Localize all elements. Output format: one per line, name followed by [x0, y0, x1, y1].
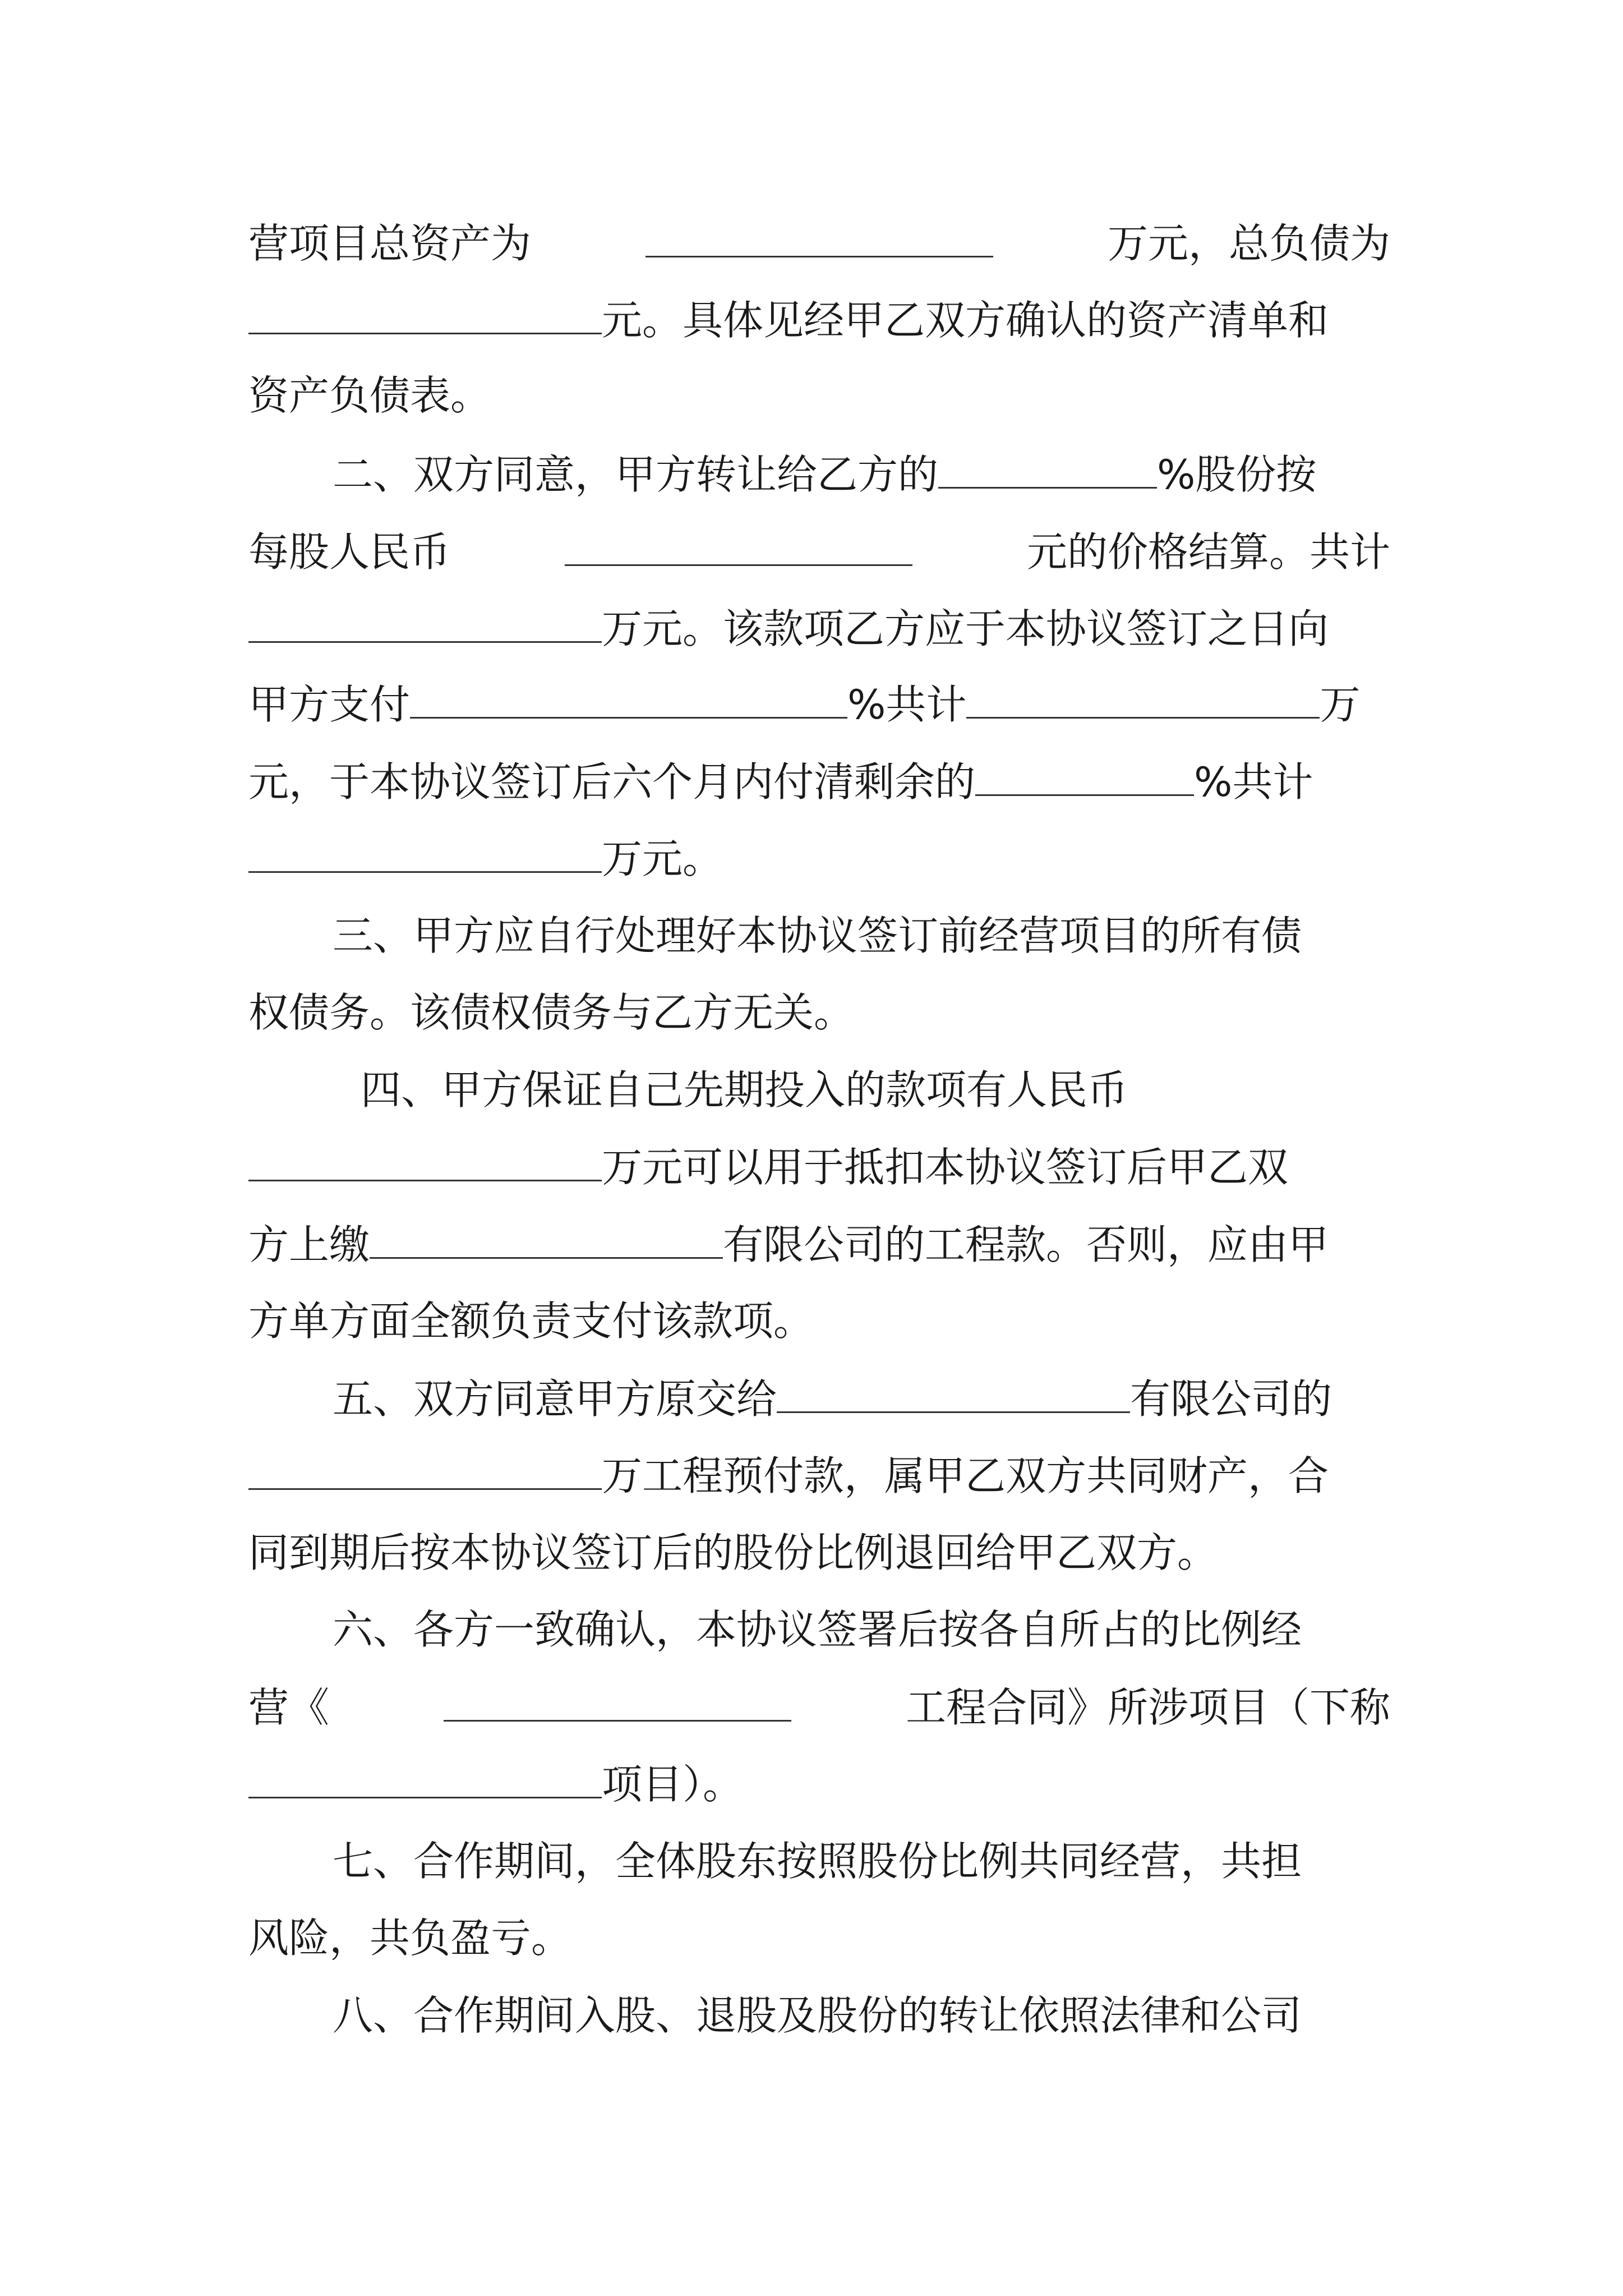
fill-blank[interactable]	[975, 751, 1194, 796]
text: 权债务。该债权债务与乙方无关。	[248, 989, 855, 1036]
text: %共计	[847, 681, 967, 728]
text: 六、各方一致确认，本协议签署后按各自所占的比例经	[333, 1606, 1302, 1653]
text-line	[248, 1136, 1390, 1198]
text-line	[248, 1368, 1390, 1429]
text: 万元，总负债为	[1107, 220, 1390, 267]
text: 甲方支付	[248, 681, 411, 728]
text: 方单方面全额负责支付该款项。	[248, 1297, 814, 1345]
text: 资产负债表。	[248, 372, 491, 419]
text: 万元。该款项乙方应于本协议签订之日向	[602, 605, 1329, 652]
text-line	[248, 597, 1390, 659]
text: 五、双方同意甲方原交给	[333, 1375, 777, 1423]
text-line	[248, 1213, 1390, 1275]
text-line	[248, 521, 1390, 582]
text: 元。具体见经甲乙双方确认的资产清单和	[602, 297, 1329, 344]
text-line	[248, 443, 1390, 505]
text: 八、合作期间入股、退股及股份的转让依照法律和公司	[333, 1992, 1302, 2039]
fill-blank[interactable]	[938, 443, 1157, 489]
fill-blank[interactable]	[248, 597, 602, 643]
text: 项目）。	[602, 1761, 744, 1808]
text: 方上缴	[248, 1221, 370, 1268]
text: 元的价格结算。共计	[1026, 528, 1390, 576]
text-line	[248, 1599, 1390, 1660]
text-line	[248, 1830, 1390, 1892]
fill-blank[interactable]	[565, 521, 912, 566]
text: 万元。	[602, 835, 723, 882]
text: 有限公司的	[1130, 1375, 1332, 1423]
text: 风险，共负盈亏。	[248, 1915, 572, 1962]
fill-blank[interactable]	[248, 1136, 602, 1181]
text-line	[248, 751, 1390, 812]
text-line	[248, 1753, 1390, 1815]
text: 四、甲方保证自己先期投入的款项有人民币	[361, 1066, 1128, 1114]
text-line	[248, 982, 1390, 1043]
text-line	[248, 1059, 1390, 1121]
text: 营《	[248, 1684, 330, 1731]
text: 万	[1320, 681, 1361, 728]
text: 工程合同》所涉项目（下称	[905, 1684, 1390, 1731]
text: 同到期后按本协议签订后的股份比例退回给甲乙双方。	[248, 1529, 1218, 1576]
text-line	[248, 1522, 1390, 1584]
fill-blank[interactable]	[410, 673, 847, 719]
text-line	[248, 673, 1390, 735]
text: 三、甲方应自行处理好本协议签订前经营项目的所有债	[333, 912, 1302, 959]
text-line	[248, 1907, 1390, 1969]
text-line	[248, 212, 1390, 274]
text-line	[248, 289, 1390, 351]
text: 万工程预付款，属甲乙双方共同财产，合	[602, 1452, 1329, 1499]
fill-blank[interactable]	[966, 673, 1320, 719]
text: %股份按	[1157, 451, 1317, 498]
text-line	[248, 1290, 1390, 1352]
text: 元，于本协议签订后六个月内付清剩余的	[248, 758, 976, 806]
text-line	[248, 1444, 1390, 1506]
text: 每股人民币	[248, 528, 451, 576]
text-line	[248, 1676, 1390, 1738]
fill-blank[interactable]	[248, 827, 602, 873]
fill-blank[interactable]	[248, 1444, 602, 1490]
text-line	[248, 365, 1390, 426]
fill-blank[interactable]	[248, 1753, 602, 1798]
fill-blank[interactable]	[444, 1676, 791, 1722]
text-line	[248, 827, 1390, 889]
fill-blank[interactable]	[370, 1213, 723, 1259]
text-line	[248, 1985, 1390, 2046]
text-line	[248, 905, 1390, 967]
text: 营项目总资产为	[248, 220, 532, 267]
fill-blank[interactable]	[645, 212, 993, 257]
text: 七、合作期间，全体股东按照股份比例共同经营，共担	[333, 1838, 1302, 1885]
text: %共计	[1194, 758, 1313, 806]
fill-blank[interactable]	[777, 1368, 1130, 1413]
text: 有限公司的工程款。否则，应由甲	[723, 1221, 1329, 1268]
text: 万元可以用于抵扣本协议签订后甲乙双	[602, 1144, 1289, 1191]
fill-blank[interactable]	[248, 289, 602, 334]
text: 二、双方同意，甲方转让给乙方的	[333, 451, 939, 498]
